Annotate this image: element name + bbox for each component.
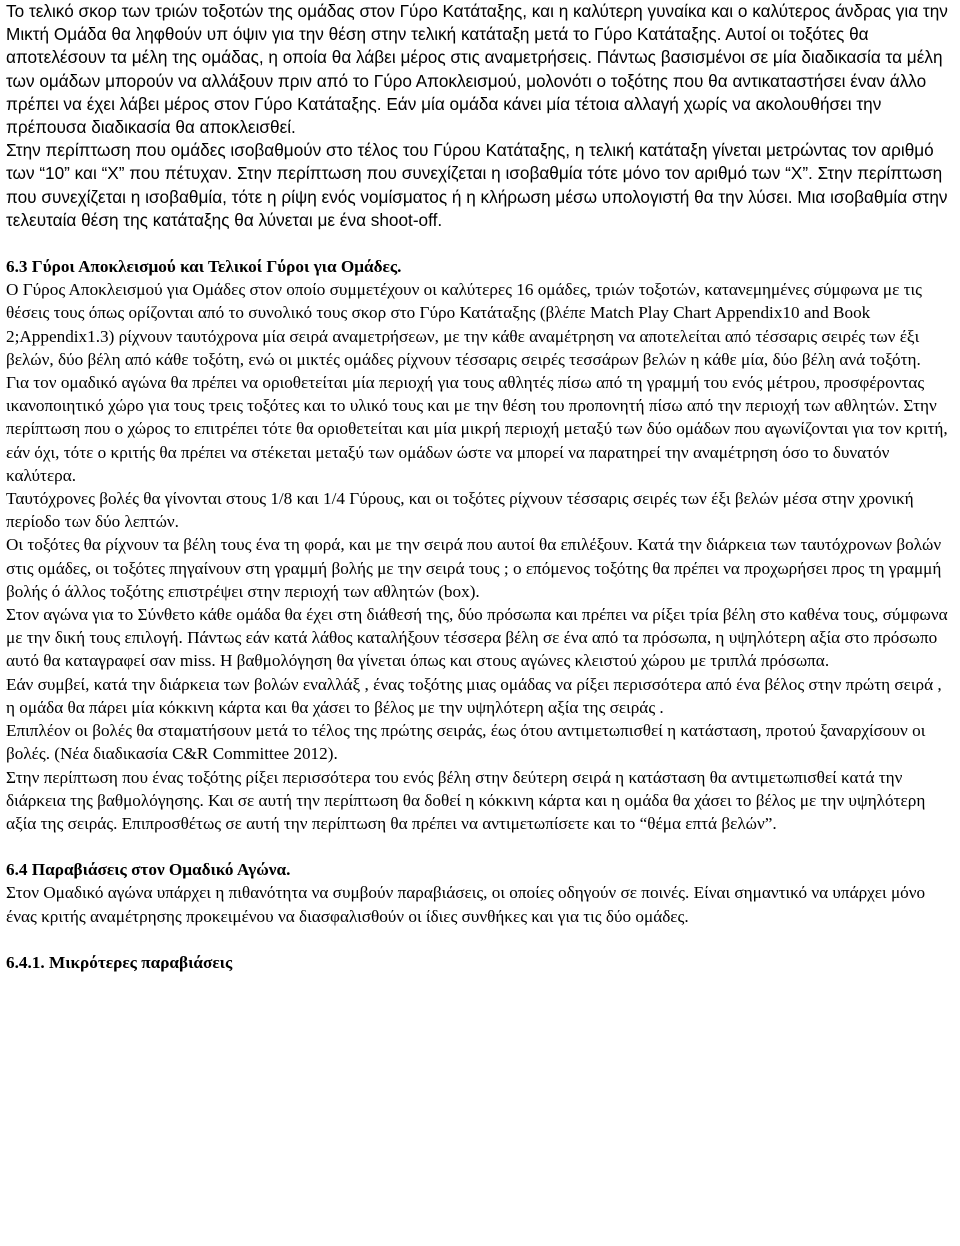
paragraph: Επιπλέον οι βολές θα σταματήσουν μετά το τέλος της πρώτης σειράς, έως ότου αντιμετωπισθεί η κατάσταση, προτού ξαναρχίσουν οι βολές. (Νέα διαδικασία C&R Committee 2012).: [6, 721, 926, 764]
section-6-3: [6, 255, 954, 835]
paragraph-spacer: [6, 928, 954, 951]
section-6-2-tail: [6, 0, 954, 232]
paragraph: Το τελικό σκορ των τριών τοξοτών της ομάδας στον Γύρο Κατάταξης, και η καλύτερη γυναίκα και ο καλύτερος άνδρας για την Μικτή Ομάδα θα ληφθούν υπ όψιν για την θέση στην τελική κατάταξη μετά το Γύρο Κατάταξης. Αυτοί οι τοξότες θα αποτελέσουν τα μέλη της ομάδας, η οποία θα λάβει μέρος στις αναμετρήσεις. Πάντως βασισμένοι σε μία διαδικασία τα μέλη των ομάδων μπορούν να αλλάξουν πριν από το Γύρο Αποκλεισμού, μολονότι ο τοξότης που θα αντικαταστήσει έναν άλλο πρέπει να έχει λάβει μέρος στον Γύρο Κατάταξης. Εάν μία ομάδα κάνει μία τέτοια αλλαγή χωρίς να ακολουθήσει την πρέπουσα διαδικασία θα αποκλεισθεί.: [6, 1, 948, 138]
paragraph: Για τον ομαδικό αγώνα θα πρέπει να οριοθετείται μία περιοχή για τους αθλητές πίσω από τη γραμμή του ενός μέτρου, προσφέροντας ικανοποιητικό χώρο για τους τρεις τοξότες και το υλικό τους και με την θέση του προπονητή πίσω από την περιοχή των αθλητών. Στην περίπτωση που ο χώρος το επιτρέπει τότε θα οριοθετείται και μία μικρή περιοχή μεταξύ των δύο ομάδων που αγωνίζονται για τον κριτή, εάν όχι, τότε ο κριτής θα πρέπει να στέκεται μεταξύ των ομάδων ώστε να μπορεί να παρατηρεί την αναμέτρηση όσο το δυνατόν καλύτερα.: [6, 373, 948, 485]
paragraph: Στον Ομαδικό αγώνα υπάρχει η πιθανότητα να συμβούν παραβιάσεις, οι οποίες οδηγούν σε ποινές. Είναι σημαντικό να υπάρχει μόνο ένας κριτής αναμέτρησης προκειμένου να διασφαλισθούν οι ίδιες συνθήκες και για τις δύο ομάδες.: [6, 883, 926, 926]
paragraph: Στην περίπτωση που ομάδες ισοβαθμούν στο τέλος του Γύρου Κατάταξης, η τελική κατάταξη γίνεται μετρώντας τον αριθμό των “10” και “X” που πέτυχαν. Στην περίπτωση που συνεχίζεται η ισοβαθμία τότε μόνο τον αριθμό των “X”. Στην περίπτωση που συνεχίζεται η ισοβαθμία, τότε η ρίψη ενός νομίσματος ή η κλήρωση μέσω υπολογιστή θα την λύσει. Μια ισοβαθμία στην τελευταία θέση της κατάταξης θα λύνεται με ένα shoot-off.: [6, 140, 948, 230]
paragraph: Οι τοξότες θα ρίχνουν τα βέλη τους ένα τη φορά, και με την σειρά που αυτοί θα επιλέξουν. Κατά την διάρκεια των ταυτόχρονων βολών στις ομάδες, οι τοξότες πηγαίνουν στη γραμμή βολής με την σειρά τους ; ο επόμενος τοξότης θα πρέπει να προχωρήσει προς τη γραμμή βολής ό άλλος τοξότης επιστρέψει στην περιοχή των αθλητών (box).: [6, 535, 942, 601]
paragraph-spacer: [6, 835, 954, 858]
section-heading: 6.4.1. Μικρότερες παραβιάσεις: [6, 952, 233, 972]
document-page: [6, 0, 954, 974]
paragraph-spacer: [6, 232, 954, 255]
paragraph: Ο Γύρος Αποκλεισμού για Ομάδες στον οποίο συμμετέχουν οι καλύτερες 16 ομάδες, τριών τοξοτών, κατανεμημένες σύμφωνα με τις θέσεις τους όπως ορίζονται από το συνολικό τους σκορ στο Γύρο Κατάταξης (βλέπε Match Play Chart Appendix10 and Book 2;Appendix1.3) ρίχνουν ταυτόχρονα μία σειρά αναμετρήσεων, με την κάθε αναμέτρηση να αποτελείται από τέσσαρις σειρές των έξι βελών, δύο βέλη από κάθε τοξότη, ενώ οι μικτές ομάδες ρίχνουν τέσσαρις σειρές τεσσάρων βελών η κάθε μία, δύο βέλη ανά τοξότη.: [6, 280, 922, 369]
section-heading: 6.3 Γύροι Αποκλεισμού και Τελικοί Γύροι για Ομάδες.: [6, 257, 402, 277]
section-6-4-1: [6, 951, 954, 974]
paragraph: Στον αγώνα για το Σύνθετο κάθε ομάδα θα έχει στη διάθεσή της, δύο πρόσωπα και πρέπει να ρίξει τρία βέλη στο καθένα τους, σύμφωνα με την δική τους επιλογή. Πάντως εάν κατά λάθος καταλήξουν τέσσερα βέλη σε ένα από τα πρόσωπα, η υψηλότερη αξία στο πρόσωπο αυτό θα καταγραφεί σαν miss. Η βαθμολόγηση θα γίνεται όπως και στους αγώνες κλειστού χώρου με τριπλά πρόσωπα.: [6, 605, 948, 671]
section-6-4: [6, 858, 954, 928]
section-heading: 6.4 Παραβιάσεις στον Ομαδικό Αγώνα.: [6, 860, 291, 880]
paragraph: Ταυτόχρονες βολές θα γίνονται στους 1/8 και 1/4 Γύρους, και οι τοξότες ρίχνουν τέσσαρις σειρές των έξι βελών μέσα στην χρονική περίοδο των δύο λεπτών.: [6, 489, 914, 532]
paragraph: Εάν συμβεί, κατά την διάρκεια των βολών εναλλάξ , ένας τοξότης μιας ομάδας να ρίξει περισσότερα από ένα βέλος στην πρώτη σειρά , η ομάδα θα πάρει μία κόκκινη κάρτα και θα χάσει το βέλος με την υψηλότερη αξία της σειράς .: [6, 674, 942, 717]
paragraph: Στην περίπτωση που ένας τοξότης ρίξει περισσότερα του ενός βέλη στην δεύτερη σειρά η κατάσταση θα αντιμετωπισθεί κατά την διάρκεια της βαθμολόγησης. Και σε αυτή την περίπτωση θα δοθεί η κόκκινη κάρτα και η ομάδα θα χάσει το βέλος με την υψηλότερη αξία της σειράς. Επιπροσθέτως σε αυτή την περίπτωση θα πρέπει να αντιμετωπίσετε και το “θέμα επτά βελών”.: [6, 767, 926, 833]
